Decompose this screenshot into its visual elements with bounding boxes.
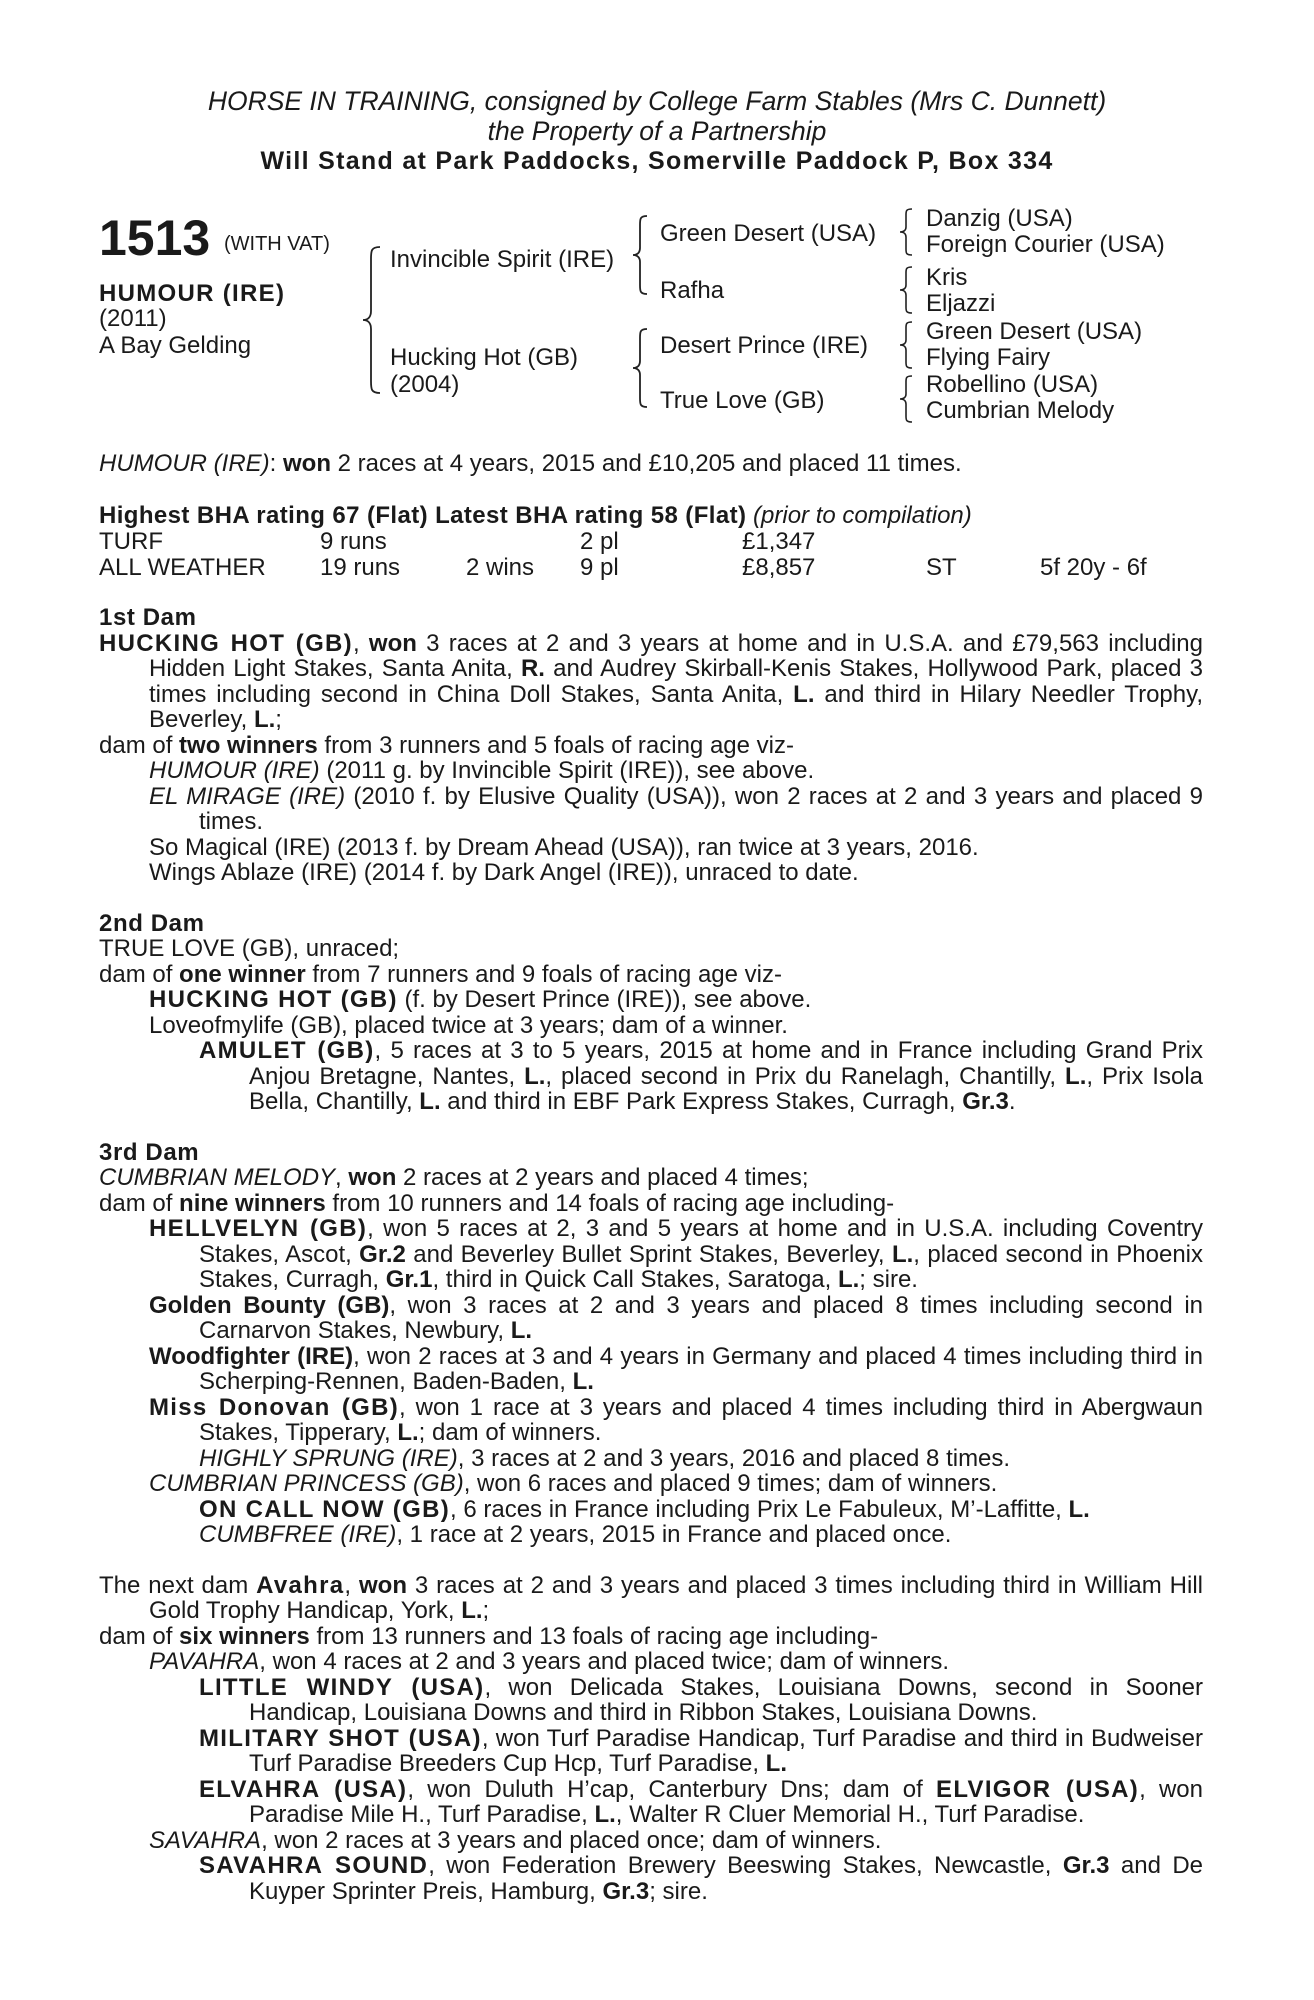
- pedigree-brace-g2: [897, 265, 915, 315]
- aw-distance: 5f 20y - 6f: [1040, 554, 1147, 581]
- dam-of-label: dam of: [99, 731, 180, 759]
- produce-text-2: and Beverley Bullet Sprint Stakes, Beverley,: [405, 1240, 892, 1268]
- produce-miss-donovan: [99, 1395, 1203, 1446]
- ancestor-g5: Green Desert (USA): [926, 318, 1143, 345]
- first-dam-record: HUCKING HOT (GB), won 3 races at 2 and 3 years at home and in U.S.A. and £79,563 including Hidden Light Stakes, Santa Anita, R. and Audrey Skirball-Kenis Stakes, Hollywood Park, placed 3 times including second in China Doll Stakes, Santa Anita, L. and third in Hilary Needler Trophy, Beverley, L.;: [99, 629, 1203, 733]
- runner-count: from 3 runners and 5 foals of racing age viz-: [317, 731, 794, 759]
- runner-count: from 7 runners and 9 foals of racing age viz-: [305, 960, 782, 988]
- produce-cumbrian-princess: [99, 1471, 1203, 1497]
- third-dam-produce-summary: [99, 1191, 1203, 1217]
- pedigree-brace-g1: [897, 207, 915, 257]
- next-dam-won: won: [358, 1571, 407, 1599]
- ancestor-g8: Cumbrian Melody: [926, 397, 1115, 424]
- first-dam-race-grade-l2: L.: [253, 706, 276, 733]
- produce-wings-ablaze: Wings Ablaze (IRE) (2014 f. by Dark Angel (IRE)), unraced to date.: [149, 859, 859, 886]
- turf-placed: 2 pl: [580, 528, 619, 555]
- rating-text: Highest BHA rating 67 (Flat) Latest BHA rating 58 (Flat): [99, 502, 747, 529]
- produce-text: , won 2 races at 3 years and placed once; dam of winners.: [261, 1826, 882, 1854]
- produce-name: MILITARY SHOT (USA): [199, 1724, 482, 1752]
- pedigree-brace-g3: [897, 320, 915, 370]
- produce-humour: [99, 758, 1203, 784]
- lot-number: 1513: [99, 210, 211, 266]
- dam-dam-name: True Love (GB): [660, 387, 825, 414]
- sire-name: Invincible Spirit (IRE): [390, 246, 615, 273]
- sire-dam-name: Rafha: [660, 277, 725, 304]
- first-dam-produce-summary: [99, 733, 1203, 759]
- produce-name: Golden Bounty (GB): [149, 1291, 390, 1319]
- produce-text-1: , 5 races at 3 to 5 years, 2015 at home and in France including Grand Prix Anjou Bretagne, Nantes,: [249, 1037, 1204, 1090]
- aw-prize: £8,857: [742, 554, 816, 581]
- produce-el-mirage: [99, 784, 1203, 835]
- produce-text-3: , Prix Isola Bella, Chantilly,: [249, 1062, 1203, 1115]
- produce-name: ON CALL NOW (GB): [199, 1495, 450, 1523]
- produce-name: HIGHLY SPRUNG (IRE): [199, 1444, 458, 1472]
- produce-text-5: ; sire.: [859, 1266, 918, 1293]
- produce-elvahra: [99, 1777, 1203, 1828]
- ancestor-g4: Eljazzi: [926, 290, 996, 317]
- produce-name: CUMBRIAN PRINCESS (GB): [149, 1470, 464, 1497]
- second-dam-produce-summary: [99, 962, 1203, 988]
- grade-l: L.: [461, 1597, 483, 1624]
- first-dam-race-grade-l1: L.: [793, 680, 815, 708]
- produce-name: LITTLE WINDY (USA): [199, 1673, 485, 1701]
- produce-text-4: and third in EBF Park Express Stakes, Curragh,: [440, 1088, 963, 1115]
- grade-l: L.: [765, 1750, 787, 1777]
- produce-amulet: [99, 1038, 1203, 1115]
- ancestor-g3: Kris: [926, 264, 968, 291]
- grade-l: L.: [510, 1317, 533, 1344]
- grade-l2: L.: [837, 1266, 860, 1293]
- produce-text: , 3 races at 2 and 3 years, 2016 and placed 8 times.: [457, 1444, 1011, 1472]
- produce-hucking-hot: [99, 987, 1203, 1013]
- produce-text-1: , won 5 races at 2, 3 and 5 years at home and in U.S.A. including Coventry Stakes, Ascot,: [199, 1215, 1203, 1268]
- third-dam-record: CUMBRIAN MELODY, won 2 races at 2 years and placed 4 times;: [99, 1164, 809, 1191]
- second-dam-heading: 2nd Dam: [99, 909, 205, 937]
- produce-little-windy: [99, 1675, 1203, 1726]
- winner-count: two winners: [179, 731, 318, 759]
- produce-text-2: ; dam of winners.: [418, 1419, 602, 1446]
- summary-won: won: [283, 450, 331, 477]
- pedigree-brace-main: [360, 245, 384, 395]
- produce-text: , won 6 races and placed 9 times; dam of winners.: [463, 1470, 998, 1497]
- section-gap: [99, 1548, 1203, 1573]
- next-dam-record: [99, 1573, 1203, 1624]
- grade-l: L.: [1068, 1495, 1090, 1523]
- next-dam-text-2: ;: [482, 1597, 490, 1624]
- produce-name: ELVAHRA (USA): [199, 1775, 408, 1803]
- produce-text: , won Delicada Stakes, Louisiana Downs, second in Sooner Handicap, Louisiana Downs and third in Ribbon Stakes, Louisiana Downs.: [249, 1673, 1203, 1726]
- first-dam-won: won: [368, 629, 417, 657]
- first-dam-heading: 1st Dam: [99, 604, 197, 631]
- runner-count: from 13 runners and 13 foals of racing age including-: [309, 1622, 879, 1650]
- dam-sections: [99, 605, 1203, 1904]
- next-dam-separator: ,: [344, 1571, 359, 1599]
- aw-placed: 9 pl: [580, 554, 619, 581]
- produce-name: Woodfighter (IRE): [149, 1342, 354, 1370]
- summary-text: 2 races at 4 years, 2015 and £10,205 and placed 11 times.: [331, 450, 962, 477]
- produce-name-2: ELVIGOR (USA): [936, 1775, 1140, 1803]
- first-dam-text-3: and third in Hilary Needler Trophy, Beverley,: [149, 680, 1203, 733]
- produce-savahra-sound: [99, 1853, 1203, 1904]
- dam-year: (2004): [390, 371, 460, 398]
- turf-surface: TURF: [99, 528, 163, 555]
- dam-of-label: dam of: [99, 960, 180, 988]
- produce-highly-sprung: [99, 1446, 1203, 1472]
- third-dam-won: won: [348, 1164, 397, 1191]
- aw-surface: ALL WEATHER: [99, 554, 266, 581]
- grade-l2: L.: [1065, 1062, 1087, 1090]
- rating-note: (prior to compilation): [753, 502, 972, 529]
- pedigree-brace-g4: [897, 374, 915, 424]
- location-line: Will Stand at Park Paddocks, Somerville Paddock P, Box 334: [260, 147, 1054, 175]
- produce-text: , won 2 races at 3 and 4 years in Germany and placed 4 times including third in Scherping-Rennen, Baden-Baden,: [199, 1342, 1203, 1395]
- winner-count: one winner: [179, 960, 306, 988]
- produce-name: HUMOUR (IRE): [149, 757, 320, 784]
- produce-text: , won 4 races at 2 and 3 years and placed twice; dam of winners.: [259, 1648, 949, 1675]
- dam-of-label: dam of: [99, 1189, 180, 1217]
- grade-l: L.: [594, 1801, 616, 1828]
- section-gap: [99, 1115, 1203, 1140]
- winner-count: nine winners: [179, 1189, 326, 1217]
- winner-count: six winners: [179, 1622, 310, 1650]
- next-dam-text-1: 3 races at 2 and 3 years and placed 3 times including third in William Hill Gold Trophy Handicap, York,: [149, 1571, 1204, 1624]
- produce-cumbfree: [99, 1522, 1203, 1548]
- produce-text-3: , Walter R Cluer Memorial H., Turf Paradise.: [615, 1801, 1085, 1828]
- next-dam-label: The next dam: [99, 1571, 257, 1599]
- produce-name: HUCKING HOT (GB): [149, 986, 398, 1013]
- turf-prize: £1,347: [742, 528, 816, 555]
- grade-l1: L.: [891, 1240, 914, 1268]
- produce-text: , 6 races in France including Prix Le Fabuleux, M’-Laffitte,: [450, 1495, 1069, 1523]
- third-dam-heading: 3rd Dam: [99, 1138, 200, 1166]
- first-dam-text-4: ;: [275, 706, 282, 733]
- produce-text-3: ; sire.: [649, 1877, 708, 1905]
- ancestor-g6: Flying Fairy: [926, 344, 1051, 371]
- produce-name: HELLVELYN (GB): [149, 1215, 368, 1242]
- produce-text-2: , placed second in Prix du Ranelagh, Chantilly,: [545, 1062, 1066, 1090]
- produce-military-shot: [99, 1726, 1203, 1777]
- runner-count: from 10 runners and 14 foals of racing age including-: [325, 1189, 895, 1217]
- consignor-line: HORSE IN TRAINING, consigned by College Farm Stables (Mrs C. Dunnett): [207, 86, 1107, 116]
- horse-description: A Bay Gelding: [99, 332, 252, 359]
- produce-so-magical: So Magical (IRE) (2013 f. by Dream Ahead (USA)), ran twice at 3 years, 2016.: [149, 833, 979, 861]
- grade-gr1: Gr.1: [385, 1266, 433, 1293]
- grade-gr3: Gr.3: [1062, 1852, 1110, 1879]
- turf-runs: 9 runs: [320, 528, 387, 555]
- first-dam-race-grade-r: R.: [520, 655, 545, 682]
- first-dam-name: HUCKING HOT (GB): [99, 629, 353, 657]
- vat-note: (WITH VAT): [224, 233, 330, 255]
- produce-golden-bounty: [99, 1293, 1203, 1344]
- horse-name: HUMOUR (IRE): [99, 280, 286, 307]
- ancestor-g7: Robellino (USA): [926, 371, 1099, 398]
- summary-name: HUMOUR (IRE): [99, 450, 270, 477]
- grade-gr2: Gr.2: [359, 1240, 406, 1268]
- dam-name: Hucking Hot (GB): [390, 344, 579, 371]
- produce-text-4: , third in Quick Call Stakes, Saratoga,: [432, 1266, 838, 1293]
- next-dam-name: Avahra: [256, 1571, 345, 1599]
- dam-of-label: dam of: [99, 1622, 180, 1650]
- produce-name: CUMBFREE (IRE): [199, 1521, 397, 1548]
- produce-text-3: , placed second in Phoenix Stakes, Curragh,: [199, 1240, 1203, 1293]
- next-dam-produce-summary: [99, 1624, 1203, 1650]
- ancestor-g2: Foreign Courier (USA): [926, 231, 1165, 258]
- second-dam-record: TRUE LOVE (GB), unraced;: [99, 935, 400, 962]
- grade-l1: L.: [524, 1062, 546, 1090]
- grade-l: L.: [572, 1368, 594, 1395]
- aw-wins: 2 wins: [466, 554, 535, 581]
- produce-name: PAVAHRA: [149, 1648, 260, 1675]
- property-line: the Property of a Partnership: [487, 116, 827, 146]
- produce-text-1: , won Duluth H’cap, Canterbury Dns; dam of: [407, 1775, 937, 1803]
- produce-text: (2010 f. by Elusive Quality (USA)), won 2 races at 2 and 3 years and placed 9 times.: [199, 782, 1204, 835]
- produce-text-1: , won 1 race at 3 years and placed 4 times including third in Abergwaun Stakes, Tipperary,: [199, 1393, 1203, 1446]
- sire-sire-name: Green Desert (USA): [660, 220, 877, 247]
- produce-text-end: .: [1008, 1088, 1016, 1115]
- produce-name: EL MIRAGE (IRE): [149, 782, 346, 810]
- produce-savahra: [99, 1828, 1203, 1854]
- produce-name: SAVAHRA SOUND: [199, 1852, 429, 1879]
- produce-name: Miss Donovan (GB): [149, 1393, 400, 1421]
- bha-rating: [99, 502, 972, 530]
- produce-name: AMULET (GB): [199, 1037, 375, 1064]
- pedigree-brace-sire: [630, 214, 650, 296]
- produce-woodfighter: [99, 1344, 1203, 1395]
- produce-on-call-now: [99, 1497, 1203, 1523]
- race-summary: HUMOUR (IRE): won 2 races at 4 years, 2015 and £10,205 and placed 11 times.: [99, 450, 962, 477]
- produce-text: , won 3 races at 2 and 3 years and placed 8 times including second in Carnarvon Stakes, Newbury,: [199, 1291, 1203, 1344]
- pedigree-brace-dam: [630, 327, 650, 409]
- foaling-year: (2011): [99, 305, 167, 332]
- third-dam-name: CUMBRIAN MELODY: [99, 1164, 336, 1191]
- produce-text-1: , won Federation Brewery Beeswing Stakes, Newcastle,: [428, 1852, 1063, 1879]
- produce-text-2: and De Kuyper Sprinter Preis, Hamburg,: [249, 1852, 1204, 1905]
- aw-runs: 19 runs: [320, 554, 401, 581]
- produce-text: , won Turf Paradise Handicap, Turf Paradise and third in Budweiser Turf Paradise Breeders Cup Hcp, Turf Paradise,: [249, 1724, 1204, 1777]
- produce-name: SAVAHRA: [149, 1826, 262, 1854]
- produce-text: (2011 g. by Invincible Spirit (IRE)), see above.: [319, 757, 815, 784]
- grade-gr3: Gr.3: [962, 1088, 1009, 1115]
- produce-text: , 1 race at 2 years, 2015 in France and placed once.: [396, 1521, 952, 1548]
- produce-pavahra: [99, 1649, 1203, 1675]
- third-dam-text: 2 races at 2 years and placed 4 times;: [396, 1164, 809, 1191]
- produce-hellvelyn: [99, 1216, 1203, 1293]
- section-gap: [99, 886, 1203, 911]
- produce-text-2: , won Paradise Mile H., Turf Paradise,: [249, 1775, 1203, 1828]
- produce-text: (f. by Desert Prince (IRE)), see above.: [397, 986, 812, 1013]
- first-dam-text-1: 3 races at 2 and 3 years at home and in U.S.A. and £79,563 including Hidden Light Stakes, Santa Anita,: [149, 629, 1203, 682]
- grade-l: L.: [397, 1419, 419, 1446]
- grade-gr3-second: Gr.3: [602, 1877, 650, 1905]
- produce-loveofmylife: Loveofmylife (GB), placed twice at 3 years; dam of a winner.: [149, 1011, 788, 1039]
- dam-sire-name: Desert Prince (IRE): [660, 332, 869, 359]
- grade-l3: L.: [419, 1088, 441, 1115]
- ancestor-g1: Danzig (USA): [926, 205, 1073, 232]
- aw-type: ST: [926, 554, 957, 581]
- first-dam-text-2: and Audrey Skirball-Kenis Stakes, Hollywood Park, placed 3 times including second in China Doll Stakes, Santa Anita,: [149, 655, 1203, 708]
